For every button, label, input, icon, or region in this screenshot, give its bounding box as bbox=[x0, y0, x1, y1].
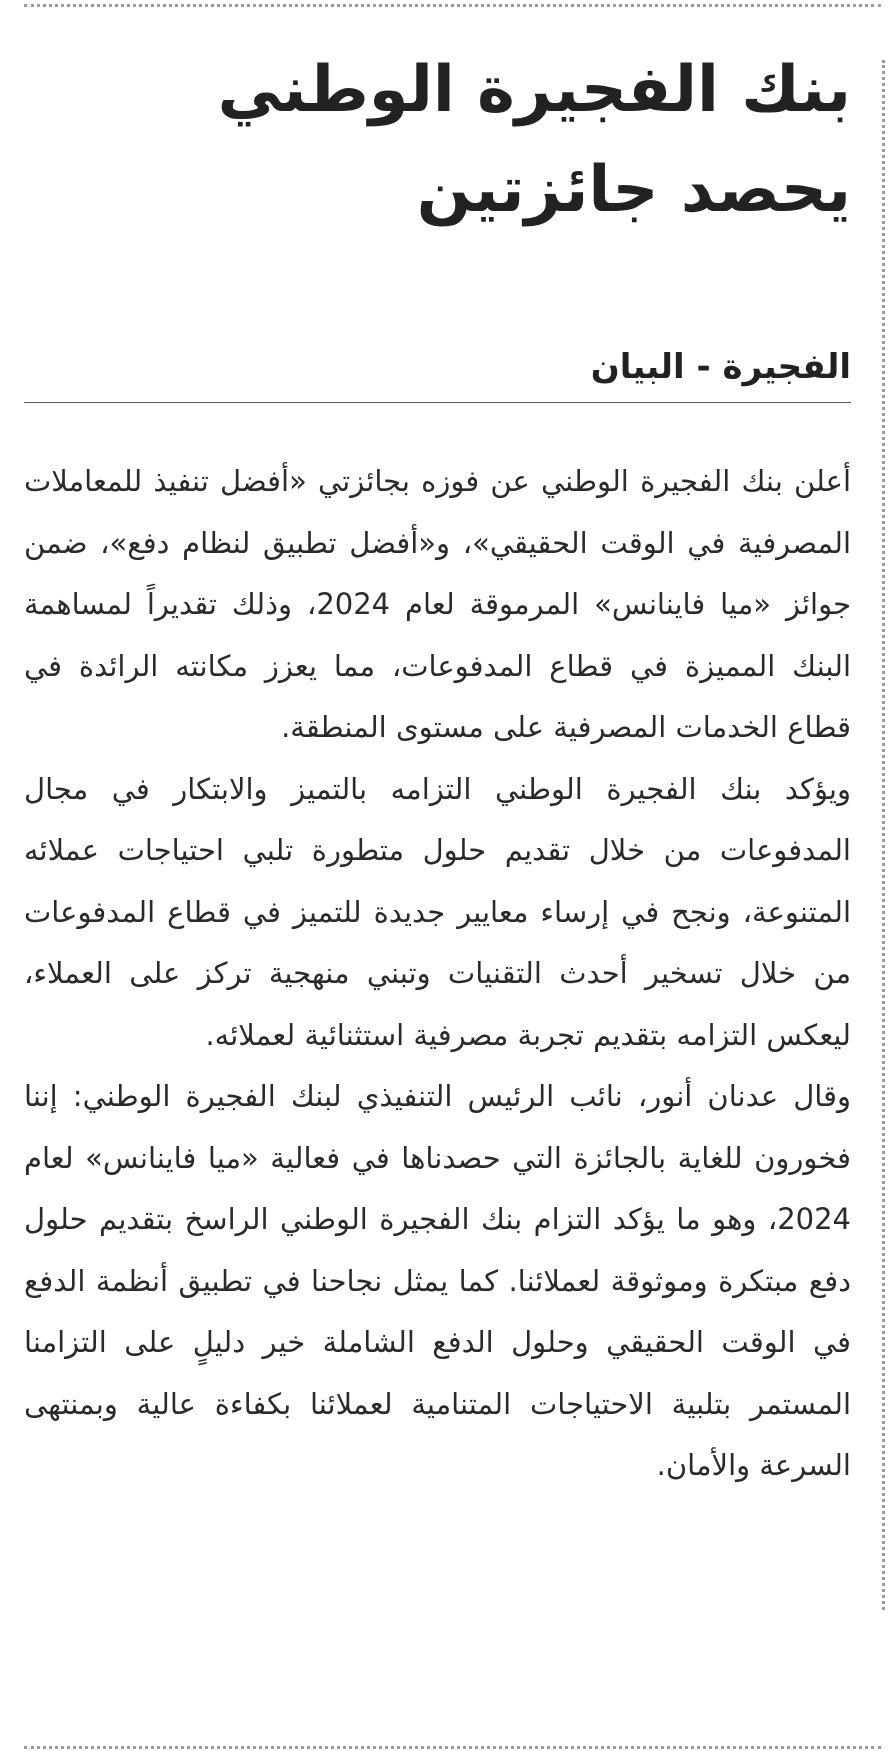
top-dotted-border bbox=[24, 4, 881, 7]
paragraph-3: وقال عدنان أنور، نائب الرئيس التنفيذي لبنك الفجيرة الوطني: إننا فخورون للغاية بالجائزة التي حصدناها في فعالية «ميا فاينانس» لعام 2024، وهو ما يؤكد التزام بنك الفجيرة الوطني الراسخ بتقديم حلول دفع مبتكرة وموثوقة لعملائنا. كما يمثل نجاحنا في تطبيق أنظمة الدفع في الوقت الحقيقي وحلول الدفع الشاملة خير دليلٍ على التزامنا المستمر بتلبية الاحتياجات المتنامية لعملائنا بكفاءة عالية وبمنتهى السرعة والأمان. bbox=[24, 1079, 851, 1482]
news-article bbox=[24, 40, 851, 1497]
headline-line-2: يحصد جائزتين bbox=[416, 153, 851, 227]
dateline: الفجيرة - البيان bbox=[590, 347, 851, 387]
bottom-dotted-border bbox=[24, 1746, 881, 1749]
paragraph-1: أعلن بنك الفجيرة الوطني عن فوزه بجائزتي «أفضل تنفيذ للمعاملات المصرفية في الوقت الحقيقي»، و«أفضل تطبيق لنظام دفع»، ضمن جوائز «ميا فاينانس» المرموقة لعام 2024، وذلك تقديراً لمساهمة البنك المميزة في قطاع المدفوعات، مما يعزز مكانته الرائدة في قطاع الخدمات المصرفية على مستوى المنطقة. bbox=[24, 464, 851, 744]
article-body bbox=[24, 451, 851, 1497]
headline-line-1: بنك الفجيرة الوطني bbox=[217, 53, 851, 127]
right-dotted-border bbox=[882, 60, 885, 1610]
headline bbox=[24, 40, 851, 240]
divider-rule bbox=[24, 402, 851, 403]
paragraph-2: ويؤكد بنك الفجيرة الوطني التزامه بالتميز والابتكار في مجال المدفوعات من خلال تقديم حلول متطورة تلبي احتياجات عملائه المتنوعة، ونجح في إرساء معايير جديدة للتميز في قطاع المدفوعات من خلال تسخير أحدث التقنيات وتبني منهجية تركز على العملاء، ليعكس التزامه بتقديم تجربة مصرفية استثنائية لعملائه. bbox=[24, 771, 851, 1052]
